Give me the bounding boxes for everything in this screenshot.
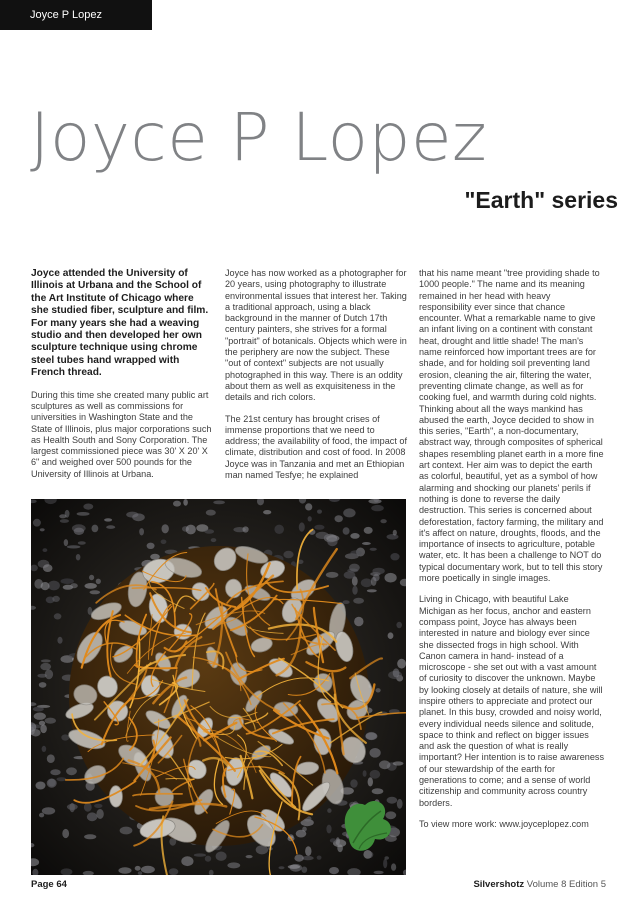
magazine-name: Silvershotz bbox=[473, 879, 525, 890]
header-tab-label: Joyce P Lopez bbox=[30, 9, 102, 21]
text-column-3 bbox=[419, 268, 604, 840]
earth-sphere-photo bbox=[31, 499, 406, 875]
edition-label: Volume 8 Edition 5 bbox=[526, 879, 606, 890]
paragraph: During this time she created many public art sculptures as well as commissions for universities in Washington State and the State of Illinois, plus major corporations such as Health South and Sony Corporation. The largest commissioned piece was 30' X 20' X 6" and weighed over 500 pounds for the University of Illinois at Urbana. bbox=[31, 389, 212, 479]
paragraph: The 21st century has brought crises of immense proportions that we need to address; the availability of food, the impact of climate, distribution and cost of food. In 2008 Joyce was in Tanzania and met an Ethiopian man named Tesfye; he explained bbox=[225, 413, 407, 481]
article-subtitle: "Earth" series bbox=[464, 187, 618, 213]
website-link[interactable]: To view more work: www.joyceplopez.com bbox=[419, 818, 589, 829]
paragraph: that his name meant "tree providing shade to 1000 people." The name and its meaning remained in her head with heavy responsibility ever since that chance encounter. What a remarkable name to give an infant living on a continent with constant heat, drought and little shade! The man's name reinforced how important trees are for shade, and for holding soil preventing land erosion, cleaning the air, filtering the water, preventing climate change, as well as for cooking fuel, and warmth during cold nights. Thinking about all the ways mankind has abused the earth, Joyce decided to show in this series, "Earth", a non-documentary, abstract way, through composites of spherical shapes resembling planet earth in a more fine art context. Her aim was to depict the earth as colorful, beautiful, yet as a symbol of how alarming and shocking our planets' perils if nothing is done to reverse the daily destruction. This series is concerned about deforestation, factory farming, the military and it's affect on nature, droughts, floods, and the importance of insects to agriculture, potable water, etc. It has been a challenge to NOT do typical documentary work, but to tell this story more poetically in single images. bbox=[419, 268, 604, 584]
lead-paragraph: Joyce attended the University of Illinois at Urbana and the School of the Art Institute of Chicago where she studied fiber, sculpture and film. For many years she had a weaving studio and then developed her own sculpture technique using chrome steel tubes hand wrapped with French thread. bbox=[31, 268, 209, 379]
paragraph: Joyce has now worked as a photographer for 20 years, using photography to illustrate environmental issues that interest her. Taking a traditional approach, using a black background in the manner of Dutch 17th century painters, she strives for a formal "portrait" of botanicals. Objects which were in the periphery are now the subject. These "out of context" subjects are not usually photographed in this way. There is an oddity about them as well as exquisiteness in the details and rich colors. bbox=[225, 268, 407, 403]
page-number: Page 64 bbox=[31, 879, 67, 890]
earth-sphere-illustration bbox=[31, 499, 406, 875]
header-tab bbox=[0, 0, 152, 30]
paragraph: Living in Chicago, with beautiful Lake Michigan as her focus, anchor and eastern compass point, Joyce has always been interested in nature and biology ever since she dissected frogs in high school. With Canon camera in hand- instead of a microscope - she set out with a vast amount of curiosity to discover the unknown. Maybe by looking closely at details of nature, she will inspire others to appreciate and protect our planet. In this busy, crowded and noisy world, every individual needs silence and solitude, space to think and reflect on bigger issues and ask the question of what is really important? Her intention is to raise awareness of our stewardship of the earth for generations to come; and a sense of world citizenship and community across country borders. bbox=[419, 594, 604, 808]
article-title: Joyce P Lopez bbox=[30, 99, 488, 176]
magazine-credit bbox=[473, 879, 606, 890]
text-column-1 bbox=[31, 268, 213, 490]
text-column-2 bbox=[225, 268, 407, 491]
